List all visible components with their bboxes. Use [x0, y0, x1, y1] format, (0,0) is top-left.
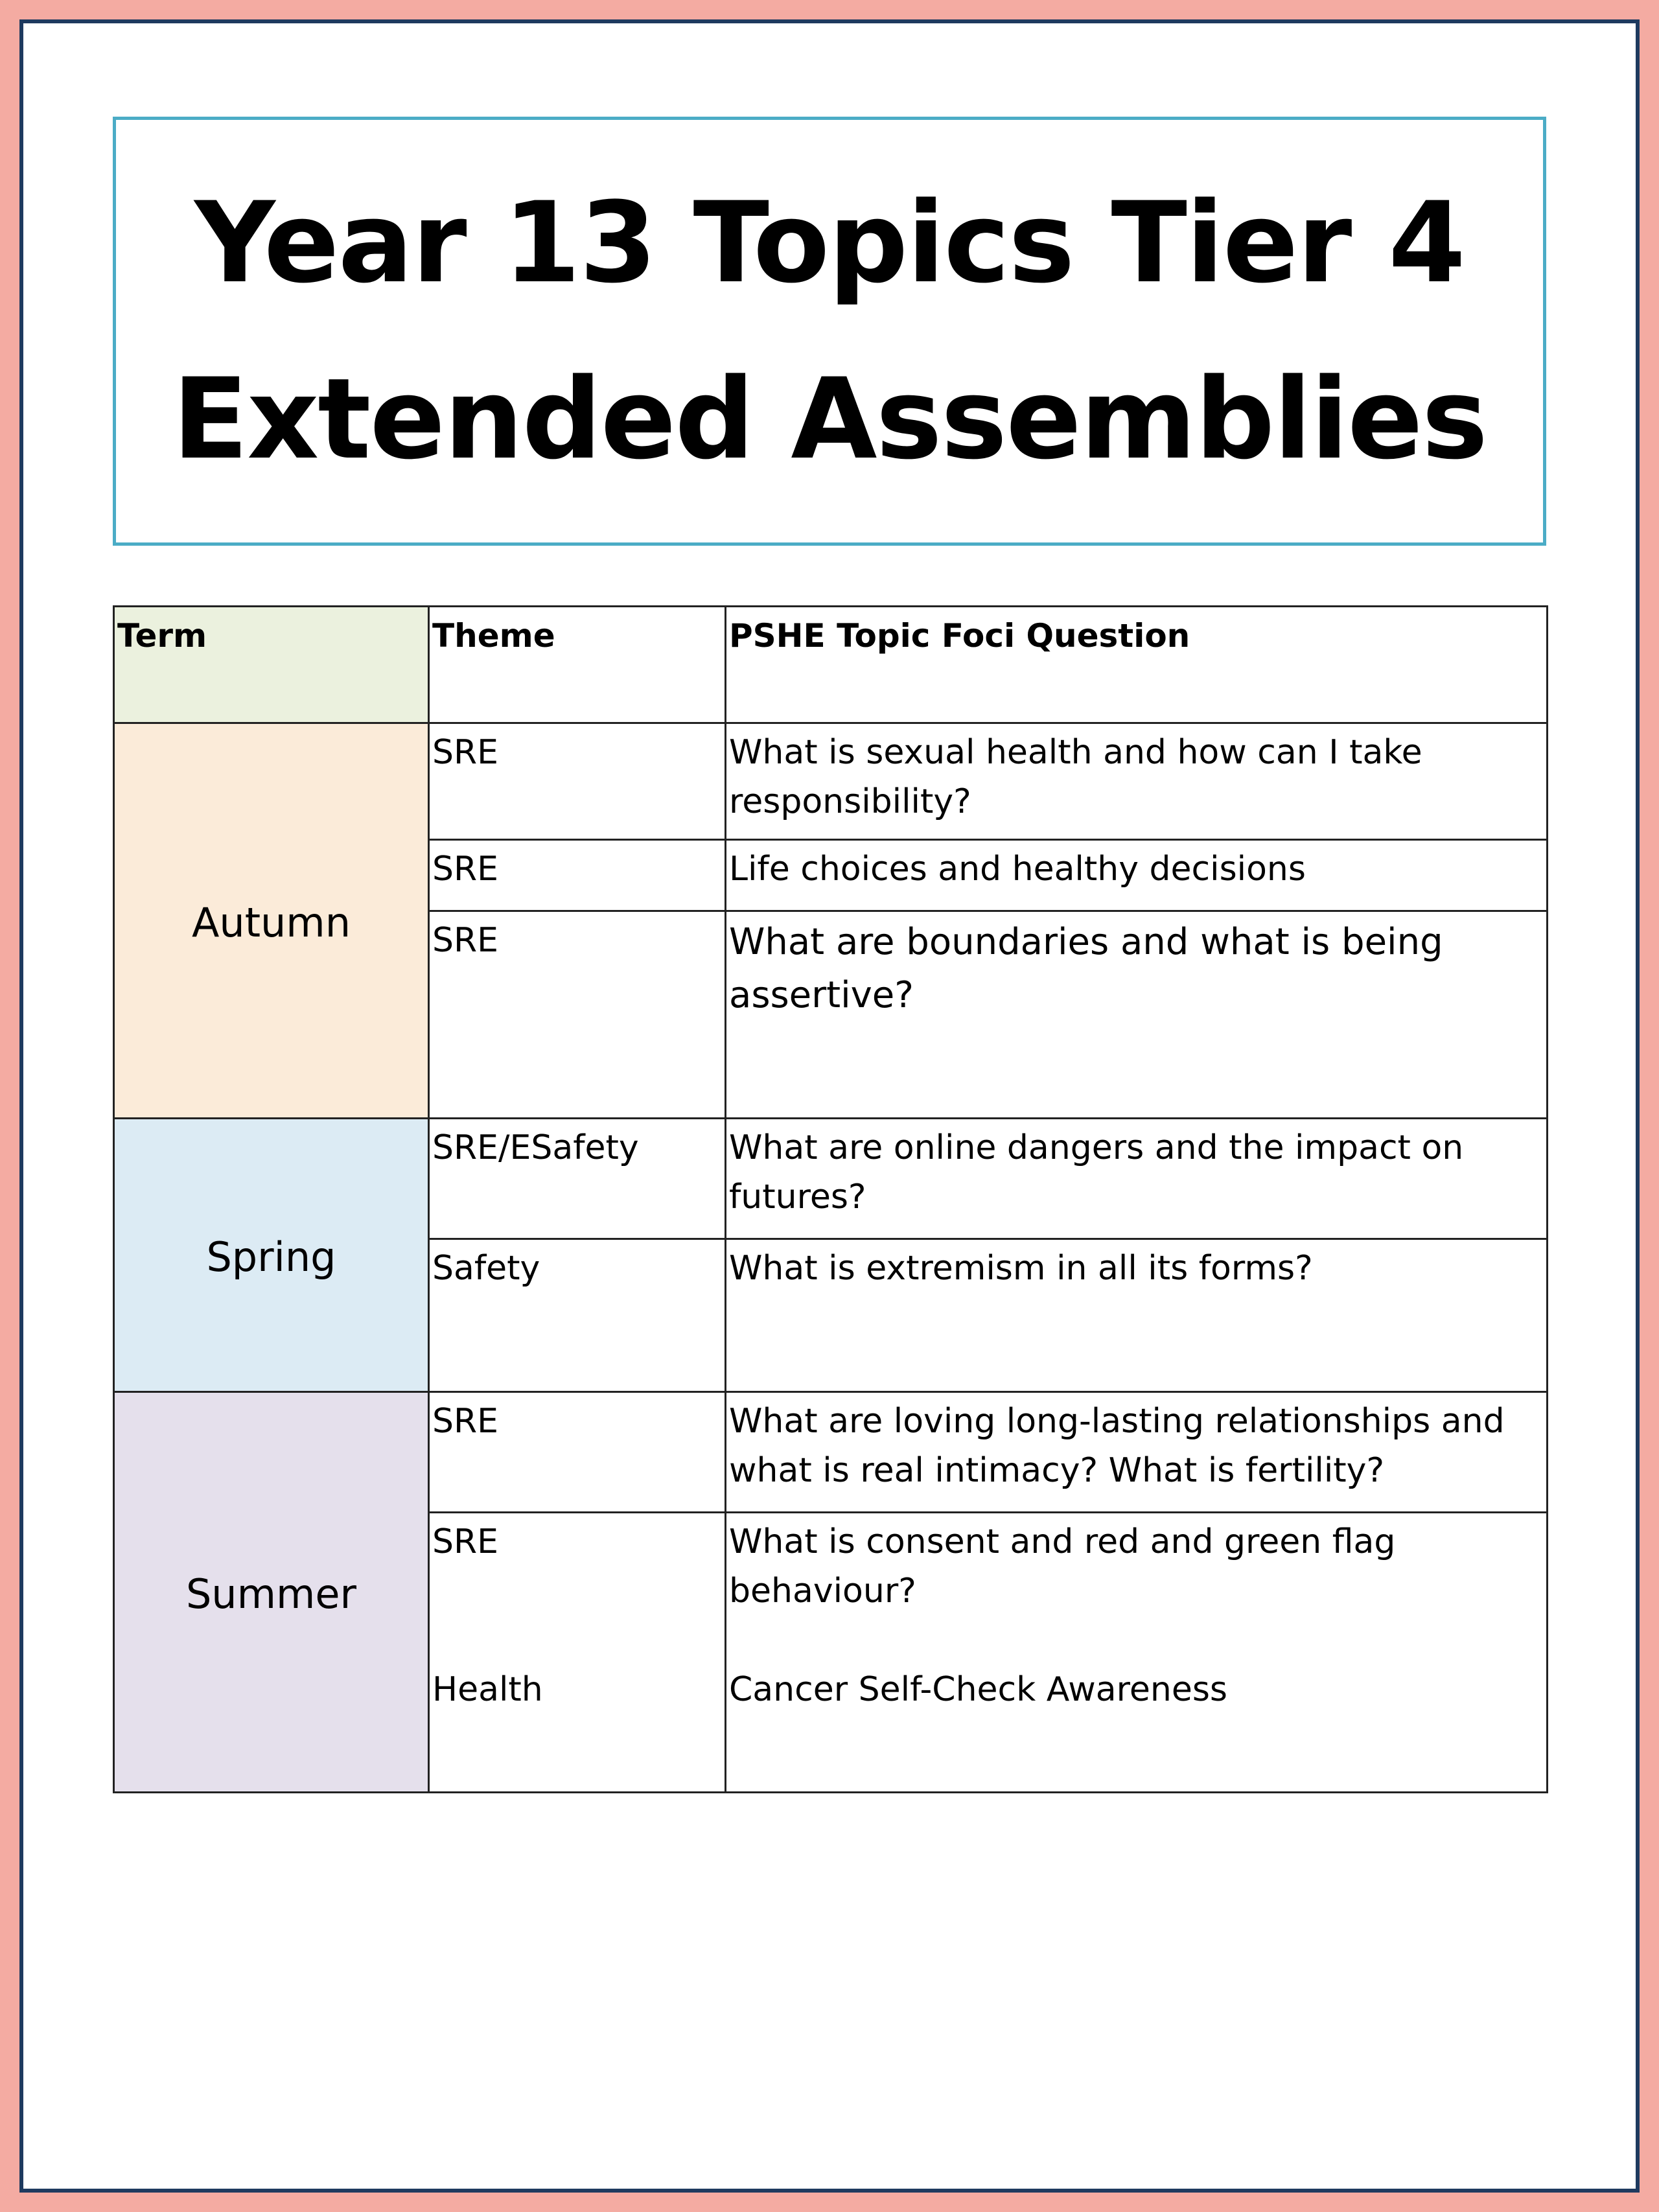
theme-cell: SRE [429, 1392, 726, 1513]
topics-table [113, 605, 1548, 1793]
theme-cell: SRE [429, 911, 726, 1119]
question-cell: Life choices and healthy decisions [726, 840, 1548, 911]
question-cell: What is extremism in all its forms? [726, 1239, 1548, 1392]
term-summer: Summer [114, 1392, 429, 1793]
table-row [114, 723, 1548, 840]
question-text-2: Cancer Self-Check Awareness [729, 1670, 1228, 1709]
theme-cell: SRE/ESafety [429, 1119, 726, 1239]
table-row [114, 1119, 1548, 1239]
title-line-1: Year 13 Topics Tier 4 [194, 178, 1465, 308]
question-cell: What are boundaries and what is being assertive? [726, 911, 1548, 1119]
title-line-2: Extended Assemblies [172, 354, 1487, 484]
theme-text-2: Health [432, 1670, 543, 1709]
question-cell: What are loving long-lasting relationships and what is real intimacy? What is fertility? [726, 1392, 1548, 1513]
question-cell: What is sexual health and how can I take responsibility? [726, 723, 1548, 840]
term-autumn: Autumn [114, 723, 429, 1119]
term-spring: Spring [114, 1119, 429, 1392]
table-row [114, 1392, 1548, 1513]
header-theme: Theme [429, 607, 726, 723]
question-cell: What are online dangers and the impact on futures? [726, 1119, 1548, 1239]
theme-cell: SRE [429, 840, 726, 911]
question-cell [726, 1513, 1548, 1793]
header-question: PSHE Topic Foci Question [726, 607, 1548, 723]
title-box [113, 117, 1546, 546]
theme-cell [429, 1513, 726, 1793]
theme-cell: Safety [429, 1239, 726, 1392]
question-text: What is consent and red and green flag behaviour? [729, 1522, 1396, 1611]
theme-text: SRE [432, 1522, 498, 1561]
table-header-row [114, 607, 1548, 723]
theme-cell: SRE [429, 723, 726, 840]
header-term: Term [114, 607, 429, 723]
